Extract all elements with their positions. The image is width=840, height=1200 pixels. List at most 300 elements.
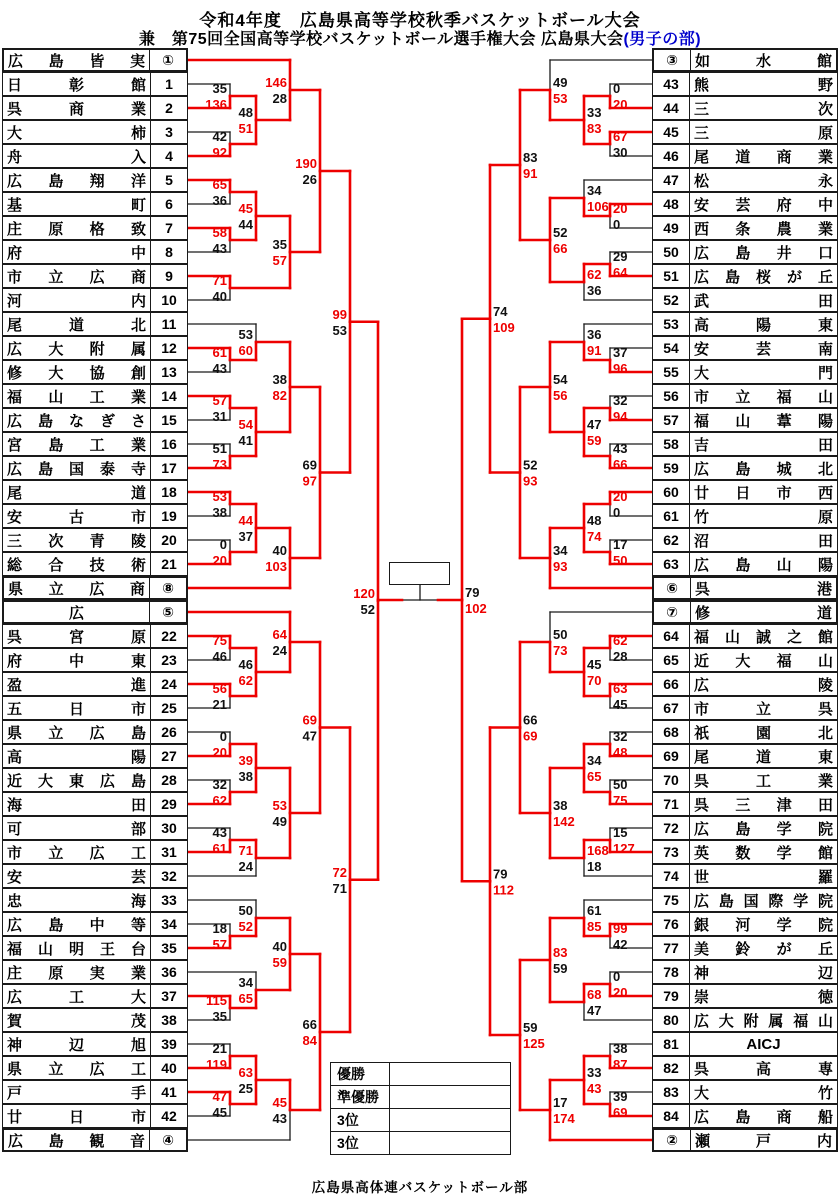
- legend-label: 3位: [331, 1132, 390, 1154]
- team-number: 68: [653, 721, 690, 743]
- score-label: 61: [212, 841, 227, 856]
- team-name: 広 島 中 等: [7, 916, 146, 934]
- score-label: 26: [302, 172, 317, 187]
- team-name: 銀 河 学 院: [694, 916, 833, 934]
- score-label: 87: [613, 1057, 628, 1072]
- team-name: 世 羅: [694, 868, 833, 886]
- team-number: 44: [653, 97, 690, 119]
- team-row: [652, 504, 838, 528]
- team-name: 美 鈴 が 丘: [694, 940, 833, 958]
- team-number: 72: [653, 817, 690, 839]
- team-name: 高 陽: [7, 748, 146, 766]
- team-name: 市 立 広 工: [7, 844, 146, 862]
- team-number: ④: [149, 1130, 186, 1150]
- score-label: 0: [219, 729, 227, 744]
- score-label: 37: [238, 529, 253, 544]
- team-name: 熊 野: [694, 76, 833, 94]
- team-number: 27: [150, 745, 187, 767]
- team-row: [2, 504, 188, 528]
- team-name: 呉 工 業: [694, 772, 833, 790]
- score-label: 60: [238, 343, 253, 358]
- team-row: [2, 72, 188, 96]
- team-row: [2, 864, 188, 888]
- team-row: [2, 720, 188, 744]
- team-number: 6: [150, 193, 187, 215]
- score-label: 70: [587, 673, 602, 688]
- team-name: 吉 田: [694, 436, 833, 454]
- team-number: ⑦: [654, 602, 691, 622]
- score-label: 168: [587, 843, 609, 858]
- team-number: ⑧: [149, 578, 186, 598]
- score-label: 52: [238, 919, 253, 934]
- score-label: 44: [238, 217, 253, 232]
- score-label: 31: [212, 409, 227, 424]
- team-row: [652, 360, 838, 384]
- score-label: 45: [272, 1095, 287, 1110]
- team-number: 1: [150, 73, 187, 95]
- score-label: 43: [212, 825, 227, 840]
- team-number: 66: [653, 673, 690, 695]
- score-label: 38: [238, 769, 253, 784]
- team-row: [2, 648, 188, 672]
- team-name: 日 彰 館: [7, 76, 146, 94]
- team-name: 庄 原 実 業: [7, 964, 146, 982]
- team-name: 広: [68, 604, 84, 622]
- team-number: 83: [653, 1081, 690, 1103]
- legend-row-third-b: [330, 1131, 511, 1155]
- team-number: 49: [653, 217, 690, 239]
- score-label: 127: [613, 841, 635, 856]
- legend-row-runnerup: [330, 1085, 511, 1109]
- team-name: 広 陵: [694, 676, 833, 694]
- team-row: [652, 1032, 838, 1056]
- team-row: [652, 216, 838, 240]
- team-name: 基 町: [7, 196, 146, 214]
- team-name: 海 田: [7, 796, 146, 814]
- team-row: [652, 336, 838, 360]
- seed-team-row: [2, 1128, 188, 1152]
- team-name: 広 大 附 属 福 山: [694, 1012, 833, 1030]
- team-number: 51: [653, 265, 690, 287]
- seed-team-row: [652, 48, 838, 72]
- team-row: [652, 528, 838, 552]
- score-label: 62: [238, 673, 253, 688]
- team-number: 2: [150, 97, 187, 119]
- team-number: 69: [653, 745, 690, 767]
- score-label: 99: [332, 306, 347, 322]
- score-label: 51: [238, 121, 253, 136]
- score-label: 29: [613, 249, 628, 264]
- team-row: [2, 288, 188, 312]
- score-label: 112: [493, 882, 514, 898]
- team-name: 神 辺 旭: [7, 1036, 146, 1054]
- team-row: [652, 264, 838, 288]
- team-name: 大 柿: [7, 124, 146, 142]
- team-row: [2, 144, 188, 168]
- team-name: 呉 三 津 田: [694, 796, 833, 814]
- team-row: [652, 720, 838, 744]
- seed-team-row: [2, 576, 188, 600]
- score-label: 18: [587, 859, 602, 874]
- score-label: 32: [613, 393, 628, 408]
- score-label: 71: [238, 843, 253, 858]
- team-row: [2, 432, 188, 456]
- score-label: 20: [613, 97, 628, 112]
- score-label: 59: [272, 955, 287, 970]
- score-label: 59: [523, 1020, 538, 1035]
- team-number: ①: [149, 50, 186, 70]
- team-number: 84: [653, 1105, 690, 1127]
- score-label: 92: [212, 145, 227, 160]
- score-label: 106: [587, 199, 609, 214]
- score-label: 102: [465, 601, 487, 616]
- score-label: 32: [212, 777, 227, 792]
- score-label: 28: [613, 649, 628, 664]
- team-name: 如 水 館: [695, 52, 832, 70]
- score-label: 94: [613, 409, 628, 424]
- score-label: 42: [212, 129, 227, 144]
- score-label: 93: [553, 559, 568, 574]
- team-number: 18: [150, 481, 187, 503]
- score-label: 44: [238, 513, 253, 528]
- team-number: 11: [150, 313, 187, 335]
- team-name: 河 内: [7, 292, 146, 310]
- score-label: 109: [493, 319, 515, 335]
- score-label: 43: [272, 1111, 287, 1126]
- score-label: 67: [613, 129, 628, 144]
- team-number: ②: [654, 1130, 691, 1150]
- score-label: 96: [613, 361, 628, 376]
- team-row: [2, 192, 188, 216]
- score-label: 48: [238, 105, 253, 120]
- subtitle-division: (男子の部): [623, 31, 702, 48]
- team-number: 3: [150, 121, 187, 143]
- score-label: 62: [613, 633, 628, 648]
- score-label: 49: [553, 75, 568, 90]
- team-number: 38: [150, 1009, 187, 1031]
- team-name: 廿 日 市: [7, 1108, 146, 1126]
- team-row: [2, 960, 188, 984]
- team-name: 安 古 市: [7, 508, 146, 526]
- team-number: 25: [150, 697, 187, 719]
- team-name: 広 島 皆 実: [8, 52, 145, 70]
- team-row: [2, 360, 188, 384]
- score-label: 83: [587, 121, 602, 136]
- score-label: 62: [212, 793, 227, 808]
- team-number: 43: [653, 73, 690, 95]
- team-row: [652, 840, 838, 864]
- team-number: 81: [653, 1033, 690, 1055]
- team-number: 14: [150, 385, 187, 407]
- score-label: 65: [238, 991, 253, 1006]
- team-name: 安 芸 府 中: [694, 196, 833, 214]
- score-label: 71: [212, 273, 227, 288]
- score-label: 53: [212, 489, 227, 504]
- team-number: 22: [150, 625, 187, 647]
- team-number: 28: [150, 769, 187, 791]
- score-label: 75: [212, 633, 227, 648]
- legend-value: [390, 1063, 510, 1085]
- team-name: 広 島 井 口: [694, 244, 833, 262]
- score-label: 53: [332, 322, 347, 338]
- team-row: [652, 744, 838, 768]
- score-label: 20: [613, 201, 628, 216]
- team-number: ⑥: [654, 578, 691, 598]
- score-label: 17: [553, 1095, 568, 1110]
- team-number: 82: [653, 1057, 690, 1079]
- team-number: 52: [653, 289, 690, 311]
- score-label: 51: [212, 441, 227, 456]
- score-label: 73: [212, 457, 227, 472]
- team-name: 市 立 福 山: [694, 388, 833, 406]
- team-number: 30: [150, 817, 187, 839]
- team-row: [2, 768, 188, 792]
- team-name: 祇 園 北: [694, 724, 833, 742]
- team-row: [2, 624, 188, 648]
- team-row: [652, 792, 838, 816]
- team-row: [2, 120, 188, 144]
- team-row: [652, 192, 838, 216]
- team-name: 県 立 広 工: [7, 1060, 146, 1078]
- team-number: 57: [653, 409, 690, 431]
- team-row: [2, 672, 188, 696]
- score-label: 37: [613, 345, 628, 360]
- score-label: 40: [272, 543, 287, 558]
- score-label: 53: [238, 327, 253, 342]
- score-label: 15: [613, 825, 628, 840]
- team-number: 35: [150, 937, 187, 959]
- legend-row-champion: [330, 1062, 511, 1086]
- team-name: 大 竹: [694, 1084, 833, 1102]
- team-row: [652, 960, 838, 984]
- score-label: 54: [553, 372, 568, 387]
- team-name: 庄 原 格 致: [7, 220, 146, 238]
- team-number: 59: [653, 457, 690, 479]
- score-label: 46: [238, 657, 253, 672]
- team-number: 26: [150, 721, 187, 743]
- team-number: 12: [150, 337, 187, 359]
- score-label: 119: [206, 1057, 227, 1072]
- score-label: 103: [265, 559, 287, 574]
- score-label: 74: [493, 303, 508, 319]
- score-label: 72: [332, 864, 347, 880]
- team-row: [652, 480, 838, 504]
- team-number: 37: [150, 985, 187, 1007]
- team-name: 修 道: [695, 604, 832, 622]
- team-row: [2, 528, 188, 552]
- team-name: 近 大 福 山: [694, 652, 833, 670]
- team-row: [2, 840, 188, 864]
- score-label: 85: [587, 919, 602, 934]
- score-label: 91: [523, 166, 538, 181]
- team-number: 24: [150, 673, 187, 695]
- team-number: 74: [653, 865, 690, 887]
- team-number: 50: [653, 241, 690, 263]
- score-label: 79: [465, 585, 480, 600]
- team-name: 安 芸: [7, 868, 146, 886]
- team-row: [652, 408, 838, 432]
- team-name: 呉 商 業: [7, 100, 146, 118]
- team-row: [652, 288, 838, 312]
- team-name: 三 原: [694, 124, 833, 142]
- team-name: 大 門: [694, 364, 833, 382]
- team-number: 70: [653, 769, 690, 791]
- team-number: 13: [150, 361, 187, 383]
- team-number: 33: [150, 889, 187, 911]
- team-number: 10: [150, 289, 187, 311]
- score-label: 34: [238, 975, 253, 990]
- team-row: [2, 1104, 188, 1128]
- team-name: 福 山 誠 之 館: [694, 628, 833, 646]
- team-name: 広 島 国 際 学 院: [694, 892, 833, 910]
- seed-team-row: [2, 48, 188, 72]
- team-number: 73: [653, 841, 690, 863]
- team-name: 総 合 技 術: [7, 556, 146, 574]
- team-row: [2, 168, 188, 192]
- team-number: 60: [653, 481, 690, 503]
- team-name: 広 島 な ぎ さ: [7, 412, 146, 430]
- score-label: 57: [212, 393, 227, 408]
- team-number: ③: [654, 50, 691, 70]
- score-label: 71: [332, 880, 347, 896]
- score-label: 52: [523, 457, 538, 473]
- team-row: [652, 1080, 838, 1104]
- team-row: [2, 936, 188, 960]
- score-label: 36: [587, 283, 602, 298]
- team-number: 23: [150, 649, 187, 671]
- score-label: 142: [553, 814, 575, 829]
- team-name: 尾 道 商 業: [694, 148, 833, 166]
- team-row: [652, 624, 838, 648]
- score-label: 50: [553, 627, 568, 642]
- score-label: 21: [212, 697, 227, 712]
- team-row: [652, 648, 838, 672]
- team-row: [652, 1008, 838, 1032]
- score-label: 82: [272, 388, 287, 403]
- legend-value: [390, 1086, 510, 1108]
- team-row: [652, 1104, 838, 1128]
- score-label: 66: [523, 712, 538, 728]
- bracket-lines-black: [188, 60, 652, 1140]
- team-number: 21: [150, 553, 187, 575]
- score-label: 39: [613, 1089, 628, 1104]
- score-label: 17: [613, 537, 628, 552]
- team-row: [2, 456, 188, 480]
- team-number: 42: [150, 1105, 187, 1127]
- team-number: 71: [653, 793, 690, 815]
- score-label: 47: [587, 417, 602, 432]
- team-number: 7: [150, 217, 187, 239]
- team-number: 4: [150, 145, 187, 167]
- team-number: 20: [150, 529, 187, 551]
- score-label: 57: [212, 937, 227, 952]
- team-row: [652, 384, 838, 408]
- score-label: 0: [219, 537, 227, 552]
- team-name: 呉 宮 原: [7, 628, 146, 646]
- team-row: [2, 888, 188, 912]
- score-label: 59: [587, 433, 602, 448]
- team-name: 近 大 東 広 島: [7, 772, 146, 790]
- team-name: 広 島 城 北: [694, 460, 833, 478]
- score-label: 83: [553, 945, 568, 960]
- score-label: 61: [212, 345, 227, 360]
- team-name: 舟 入: [7, 148, 146, 166]
- team-row: [2, 384, 188, 408]
- score-label: 36: [587, 327, 602, 342]
- score-label: 65: [587, 769, 602, 784]
- team-row: [652, 816, 838, 840]
- team-row: [652, 240, 838, 264]
- score-label: 66: [613, 457, 628, 472]
- score-label: 125: [523, 1036, 545, 1051]
- team-row: [2, 336, 188, 360]
- score-label: 42: [613, 937, 628, 952]
- team-row: [652, 96, 838, 120]
- score-label: 190: [295, 156, 317, 171]
- team-number: 32: [150, 865, 187, 887]
- team-name: 瀬 戸 内: [695, 1132, 832, 1150]
- team-number: 46: [653, 145, 690, 167]
- team-row: [2, 696, 188, 720]
- score-label: 38: [272, 372, 287, 387]
- team-number: 65: [653, 649, 690, 671]
- score-label: 63: [613, 681, 628, 696]
- score-label: 47: [302, 728, 317, 744]
- score-label: 48: [587, 513, 602, 528]
- team-row: [652, 1056, 838, 1080]
- score-label: 56: [212, 681, 227, 696]
- score-label: 58: [212, 225, 227, 240]
- team-row: [2, 1032, 188, 1056]
- score-label: 93: [523, 473, 538, 489]
- team-name: 市 立 呉: [694, 700, 833, 718]
- score-label: 120: [353, 585, 375, 601]
- score-label: 28: [272, 91, 287, 106]
- score-label: 64: [272, 627, 287, 642]
- team-name: 呉 港: [695, 580, 832, 598]
- team-number: 39: [150, 1033, 187, 1055]
- team-number: 47: [653, 169, 690, 191]
- score-label: 25: [238, 1081, 253, 1096]
- team-name: 広 島 翔 洋: [7, 172, 146, 190]
- organizer-credit: 広島県高体連バスケットボール部: [311, 1180, 529, 1195]
- team-number: 31: [150, 841, 187, 863]
- team-name: 盈 進: [7, 676, 146, 694]
- team-row: [652, 672, 838, 696]
- score-label: 20: [212, 745, 227, 760]
- score-label: 24: [272, 643, 287, 658]
- team-row: [2, 1080, 188, 1104]
- score-label: 0: [613, 505, 621, 520]
- team-number: 78: [653, 961, 690, 983]
- team-number: 77: [653, 937, 690, 959]
- team-row: [652, 984, 838, 1008]
- team-name: 県 立 広 島: [7, 724, 146, 742]
- team-row: [2, 1008, 188, 1032]
- seed-team-row: [2, 600, 188, 624]
- team-number: 36: [150, 961, 187, 983]
- team-name: AICJ: [746, 1035, 781, 1053]
- team-name: 宮 島 工 業: [7, 436, 146, 454]
- team-number: 56: [653, 385, 690, 407]
- score-label: 46: [212, 649, 227, 664]
- score-label: 0: [613, 217, 621, 232]
- team-number: 80: [653, 1009, 690, 1031]
- score-label: 54: [238, 417, 253, 432]
- score-label: 79: [493, 866, 508, 882]
- score-label: 99: [613, 921, 628, 936]
- score-label: 83: [523, 150, 538, 165]
